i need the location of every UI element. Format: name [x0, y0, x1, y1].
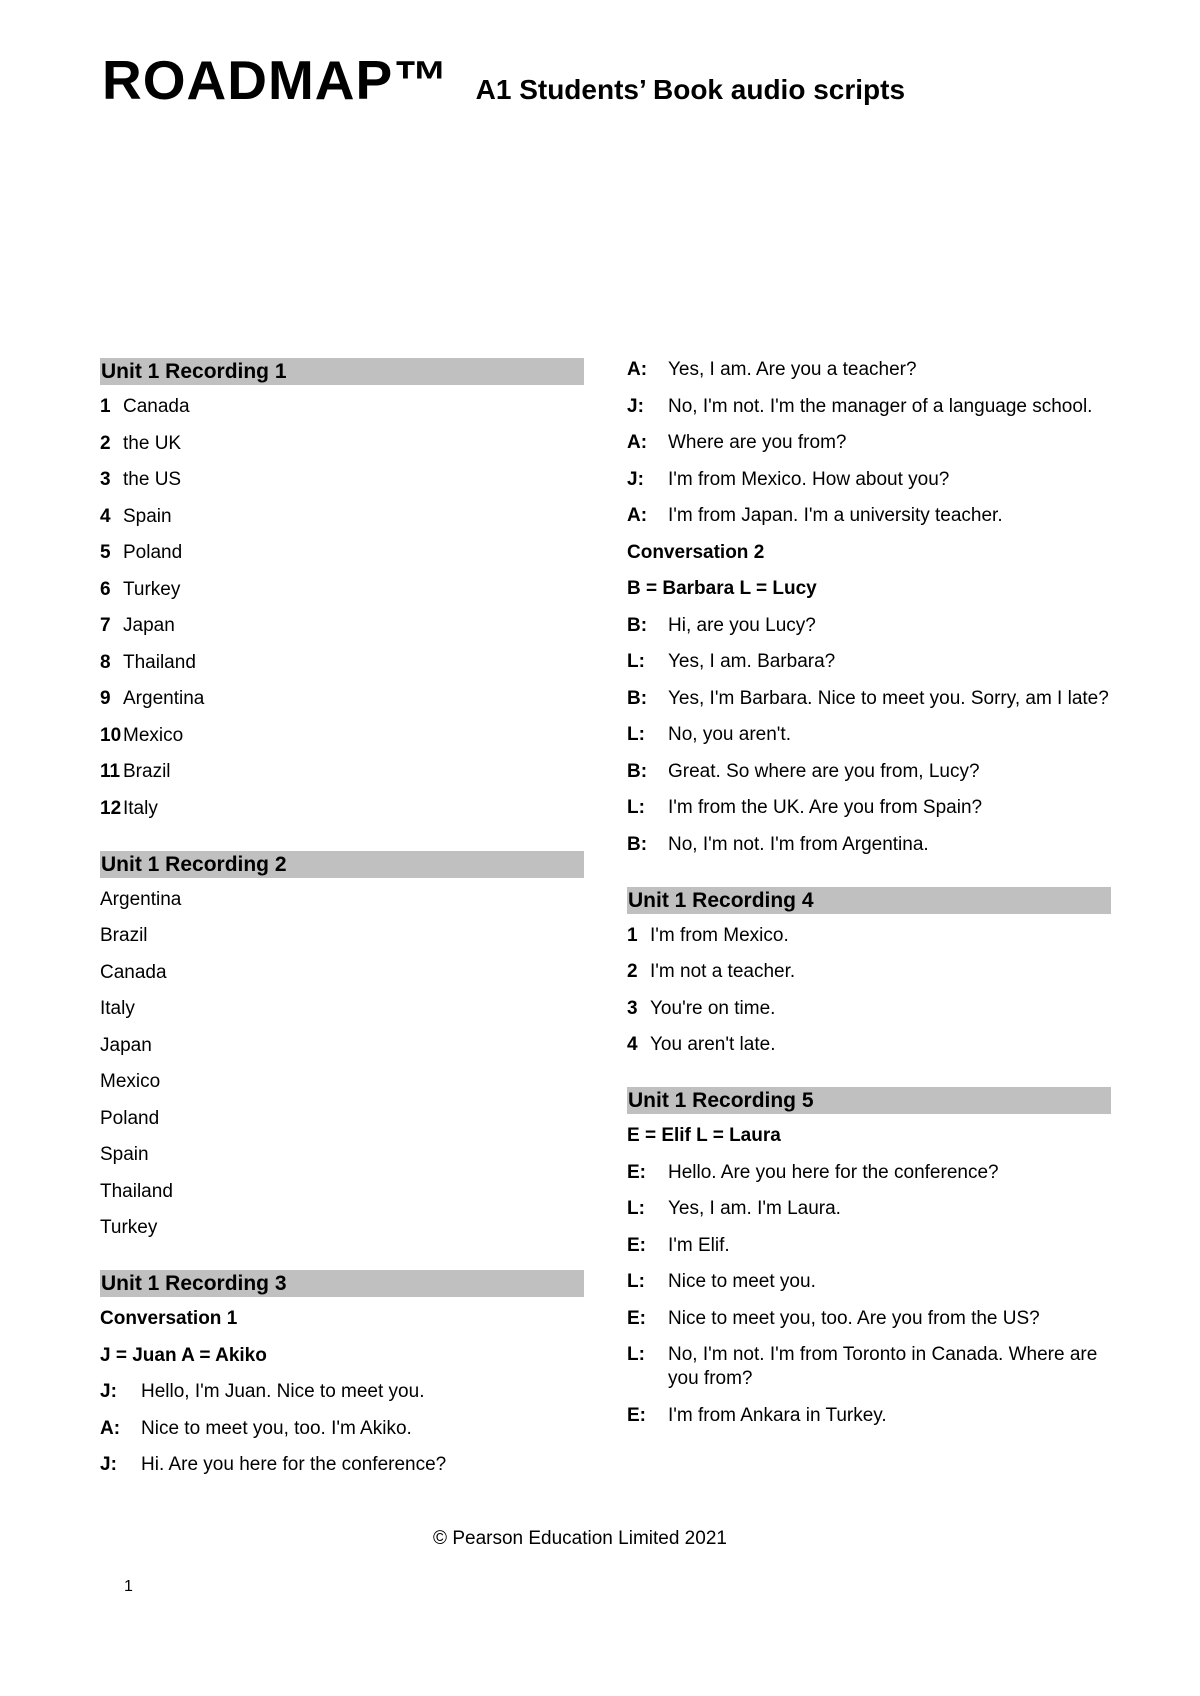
- item-text: Argentina: [123, 688, 205, 709]
- list-item: [100, 797, 584, 821]
- speaker-label: E:: [627, 1234, 646, 1256]
- item-number: 9: [100, 688, 111, 709]
- item-number: 12: [100, 797, 122, 819]
- list-item: [100, 541, 584, 565]
- item-text: Mexico: [123, 724, 184, 746]
- section-heading: Unit 1 Recording 5: [627, 1087, 1111, 1114]
- item-text: I'm from Mexico.: [650, 924, 789, 946]
- item-text: Italy: [123, 797, 158, 819]
- item-number: 7: [100, 615, 111, 636]
- section-unit1-rec2: [100, 851, 584, 1241]
- item-number: 1: [100, 396, 111, 417]
- item-text: Spain: [123, 505, 172, 527]
- list-item: Mexico: [100, 1071, 161, 1092]
- speaker-label: E:: [627, 1307, 646, 1329]
- dialogue-line: [627, 760, 1111, 784]
- section-unit1-rec1: [100, 358, 584, 821]
- brand-title: ROADMAP™: [102, 49, 450, 111]
- left-column: [100, 358, 584, 1507]
- item-text: Thailand: [123, 651, 196, 673]
- item-number: 3: [627, 997, 638, 1019]
- list-item: [100, 724, 584, 748]
- item-number: 4: [100, 505, 111, 527]
- item-number: 10: [100, 724, 122, 746]
- speaker-label: E:: [627, 1404, 646, 1426]
- utterance: Yes, I am. Barbara?: [668, 651, 836, 672]
- cast-line: B = Barbara L = Lucy: [627, 578, 817, 599]
- numbered-list: [100, 395, 584, 821]
- dialogue-line: [627, 1161, 1111, 1185]
- speaker-label: L:: [627, 651, 645, 672]
- dialogue: [627, 614, 1111, 857]
- dialogue-line: [627, 1197, 1111, 1221]
- item-text: I'm not a teacher.: [650, 961, 796, 982]
- item-text: Brazil: [123, 761, 171, 782]
- list-item: Italy: [100, 998, 135, 1019]
- list-item: Poland: [100, 1107, 160, 1129]
- dialogue-line: [627, 796, 1111, 820]
- section-heading: Unit 1 Recording 2: [100, 851, 584, 878]
- list-item: Brazil: [100, 925, 148, 946]
- speaker-label: A:: [627, 432, 648, 453]
- utterance: Where are you from?: [668, 432, 847, 453]
- item-text: Canada: [123, 396, 190, 417]
- item-text: the UK: [123, 432, 182, 454]
- cast-line: J = Juan A = Akiko: [100, 1344, 267, 1366]
- dialogue-line: [627, 650, 1111, 674]
- item-number: 3: [100, 469, 111, 490]
- utterance: I'm Elif.: [668, 1234, 730, 1256]
- section-unit1-rec3: [100, 1270, 584, 1477]
- item-number: 6: [100, 578, 111, 600]
- dialogue-line: [627, 468, 1111, 492]
- list-item: [100, 760, 584, 784]
- item-text: Poland: [123, 542, 183, 563]
- item-number: 1: [627, 924, 638, 946]
- utterance: No, I'm not. I'm from Toronto in Canada. Where are you from?: [668, 1344, 1098, 1389]
- utterance: No, you aren't.: [668, 724, 791, 745]
- dialogue-line: [627, 1234, 1111, 1258]
- utterance: I'm from Mexico. How about you?: [668, 468, 950, 490]
- list-item: Canada: [100, 961, 167, 983]
- page-number: 1: [124, 1578, 133, 1595]
- item-number: 4: [627, 1034, 638, 1055]
- utterance: Hello, I'm Juan. Nice to meet you.: [141, 1381, 425, 1402]
- dialogue-line: [627, 358, 1111, 382]
- section-unit1-rec5: [627, 1087, 1111, 1428]
- list-item: Spain: [100, 1144, 149, 1165]
- utterance: I'm from the UK. Are you from Spain?: [668, 797, 983, 818]
- speaker-label: J:: [627, 395, 644, 417]
- list-item: [100, 468, 584, 492]
- speaker-label: J:: [627, 468, 644, 490]
- utterance: I'm from Ankara in Turkey.: [668, 1404, 887, 1426]
- list-item: [100, 578, 584, 602]
- section-heading: Unit 1 Recording 3: [100, 1270, 584, 1297]
- dialogue-line: [627, 1307, 1111, 1331]
- utterance: Nice to meet you, too. I'm Akiko.: [141, 1417, 412, 1439]
- utterance: Yes, I am. I'm Laura.: [668, 1198, 841, 1219]
- list-item: [100, 505, 584, 529]
- utterance: No, I'm not. I'm from Argentina.: [668, 833, 929, 855]
- dialogue-line: [627, 687, 1111, 711]
- conversation-label: Conversation 1: [100, 1308, 238, 1329]
- dialogue-line: [627, 1404, 1111, 1428]
- item-text: Turkey: [123, 578, 181, 600]
- list-item: Argentina: [100, 888, 182, 910]
- list-item: [627, 960, 1111, 984]
- list-item: [627, 924, 1111, 948]
- right-column: [627, 358, 1111, 1458]
- utterance: Hello. Are you here for the conference?: [668, 1161, 999, 1183]
- speaker-label: B:: [627, 833, 648, 855]
- speaker-label: L:: [627, 724, 645, 745]
- dialogue-line: [100, 1453, 584, 1477]
- dialogue-line: [627, 1270, 1111, 1294]
- speaker-label: J:: [100, 1454, 117, 1475]
- utterance: Great. So where are you from, Lucy?: [668, 760, 980, 782]
- speaker-label: L:: [627, 1271, 645, 1292]
- section-heading: Unit 1 Recording 1: [100, 358, 584, 385]
- speaker-label: L:: [627, 1344, 645, 1365]
- dialogue-line: [100, 1417, 584, 1441]
- conversation-label: Conversation 2: [627, 541, 765, 563]
- utterance: Hi. Are you here for the conference?: [141, 1454, 447, 1475]
- list-item: Turkey: [100, 1217, 158, 1238]
- list-item: [100, 651, 584, 675]
- speaker-label: L:: [627, 797, 645, 818]
- dialogue: [627, 358, 1111, 528]
- item-text: Japan: [123, 615, 175, 636]
- list-item: [627, 997, 1111, 1021]
- dialogue: [627, 1161, 1111, 1428]
- item-text: You aren't late.: [650, 1034, 776, 1055]
- utterance: Nice to meet you, too. Are you from the US?: [668, 1307, 1040, 1329]
- speaker-label: A:: [627, 505, 648, 526]
- dialogue-line: [627, 395, 1111, 419]
- dialogue-line: [627, 431, 1111, 455]
- item-number: 11: [100, 761, 121, 782]
- speaker-label: B:: [627, 760, 648, 782]
- utterance: No, I'm not. I'm the manager of a language school.: [668, 395, 1093, 417]
- list-item: [100, 614, 584, 638]
- utterance: Yes, I'm Barbara. Nice to meet you. Sorry, am I late?: [668, 687, 1109, 709]
- speaker-label: L:: [627, 1198, 645, 1219]
- list-item: Japan: [100, 1034, 152, 1056]
- dialogue-line: [627, 833, 1111, 857]
- utterance: Nice to meet you.: [668, 1271, 816, 1292]
- item-number: 2: [100, 432, 111, 454]
- list-item: [100, 687, 584, 711]
- list-item: [100, 395, 584, 419]
- copyright-notice: © Pearson Education Limited 2021: [433, 1528, 727, 1549]
- list-item: Thailand: [100, 1180, 173, 1202]
- page-header: [102, 48, 905, 112]
- section-unit1-rec4: [627, 887, 1111, 1058]
- utterance: Yes, I am. Are you a teacher?: [668, 359, 917, 380]
- speaker-label: B:: [627, 614, 648, 636]
- cast-line: E = Elif L = Laura: [627, 1125, 781, 1146]
- list-item: [100, 432, 584, 456]
- word-list: [100, 888, 584, 1241]
- dialogue-line: [627, 723, 1111, 747]
- numbered-list: [627, 924, 1111, 1058]
- item-text: the US: [123, 469, 182, 490]
- item-number: 5: [100, 542, 111, 563]
- item-number: 8: [100, 651, 111, 673]
- document-subtitle: A1 Students’ Book audio scripts: [475, 74, 906, 105]
- speaker-label: B:: [627, 687, 648, 709]
- speaker-label: E:: [627, 1161, 646, 1183]
- dialogue-line: [100, 1380, 584, 1404]
- section-heading: Unit 1 Recording 4: [627, 887, 1111, 914]
- section-unit1-rec3-continued: [627, 358, 1111, 857]
- speaker-label: A:: [627, 359, 648, 380]
- list-item: [627, 1033, 1111, 1057]
- speaker-label: A:: [100, 1417, 121, 1439]
- dialogue-line: [627, 1343, 1111, 1391]
- dialogue-line: [627, 614, 1111, 638]
- utterance: I'm from Japan. I'm a university teacher.: [668, 505, 1003, 526]
- speaker-label: J:: [100, 1381, 117, 1402]
- dialogue: [100, 1380, 584, 1477]
- item-number: 2: [627, 961, 638, 982]
- dialogue-line: [627, 504, 1111, 528]
- utterance: Hi, are you Lucy?: [668, 614, 816, 636]
- item-text: You're on time.: [650, 997, 776, 1019]
